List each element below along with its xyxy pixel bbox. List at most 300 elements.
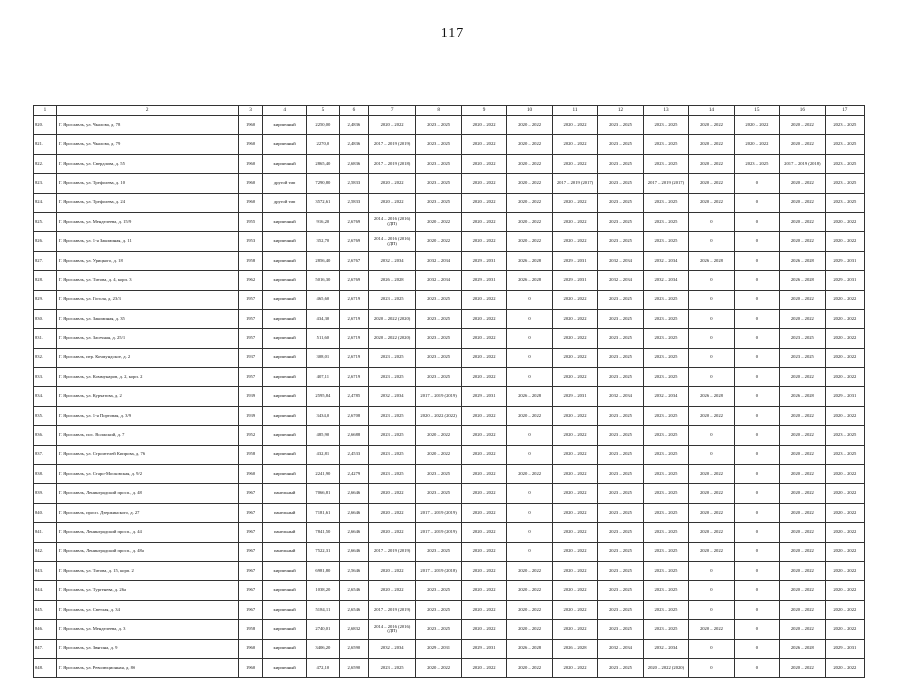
table-cell: 0 (689, 561, 734, 580)
table-cell: 2020 – 2022 (734, 116, 779, 135)
address-cell: Г. Ярославль, ул. Тургенева, д. 26а (56, 581, 238, 600)
table-cell: 0 (734, 329, 779, 348)
table-cell: 2026 – 2028 (689, 387, 734, 406)
table-cell: 2032 – 2034 (368, 639, 416, 658)
table-cell: 1955 (238, 212, 263, 231)
table-cell: 308,01 (306, 348, 339, 367)
table-cell: 2023 – 2025 (643, 581, 688, 600)
table-cell: 2017 – 2019 (2019) (368, 542, 416, 561)
table-cell: 2020 – 2022 (825, 348, 864, 367)
column-header: 8 (416, 106, 461, 116)
table-cell: 2023 – 2025 (825, 135, 864, 154)
table-cell: 2023 – 2025 (643, 116, 688, 135)
table-cell: кирпичный (263, 620, 306, 639)
table-cell: 0 (734, 658, 779, 677)
column-header: 14 (689, 106, 734, 116)
table-cell: 2020 – 2022 (689, 406, 734, 425)
table-cell: 2026 – 2028 (780, 639, 825, 658)
table-row (34, 406, 865, 425)
table-cell: 2020 – 2022 (368, 523, 416, 542)
table-cell: 2023 – 2025 (598, 620, 643, 639)
table-cell: 2020 – 2022 (552, 232, 597, 251)
table-cell: кирпичный (263, 271, 306, 290)
table-cell: 2032 – 2034 (368, 387, 416, 406)
address-cell: Г. Ярославль, ул. Титова, д. 15, корп. 2 (56, 561, 238, 580)
table-cell: 2023 – 2025 (598, 561, 643, 580)
table-cell: 2,6646 (339, 484, 368, 503)
table-cell: 2023 – 2025 (416, 348, 461, 367)
table-cell: 2020 – 2022 (780, 174, 825, 193)
table-cell: кирпичный (263, 639, 306, 658)
table-cell: 2020 – 2022 (780, 309, 825, 328)
row-number-cell: 842. (34, 542, 57, 561)
table-cell: 1939 (238, 406, 263, 425)
table-cell: 2023 – 2025 (416, 309, 461, 328)
table-cell: 2020 – 2022 (461, 116, 506, 135)
table-cell: 0 (734, 620, 779, 639)
table-cell: 2023 – 2025 (416, 581, 461, 600)
row-number-cell: 831. (34, 329, 57, 348)
table-cell: 2020 – 2022 (825, 561, 864, 580)
row-number-cell: 839. (34, 484, 57, 503)
table-cell: 0 (689, 426, 734, 445)
table-cell: 2017 – 2019 (2019) (416, 503, 461, 522)
table-row (34, 251, 865, 270)
table-cell: 2,5833 (339, 193, 368, 212)
table-cell: 0 (507, 290, 552, 309)
table-cell: 2023 – 2025 (598, 174, 643, 193)
table-cell: 2020 – 2022 (780, 426, 825, 445)
table-cell: 2017 – 2019 (2018) (780, 154, 825, 173)
table-cell: 2,4785 (339, 387, 368, 406)
table-cell: 2,6719 (339, 329, 368, 348)
table-cell: 1960 (238, 193, 263, 212)
table-cell: 2020 – 2022 (507, 135, 552, 154)
table-row (34, 212, 865, 231)
table-cell: 2023 – 2025 (416, 368, 461, 387)
table-cell: 0 (689, 639, 734, 658)
table-cell: 2020 – 2022 (507, 600, 552, 619)
table-cell: 2,6646 (339, 523, 368, 542)
table-cell: 2020 – 2022 (825, 368, 864, 387)
table-cell: 0 (689, 368, 734, 387)
table-cell: 2020 – 2022 (825, 329, 864, 348)
table-cell: 2029 – 2031 (461, 271, 506, 290)
table-cell: 2014 – 2016 (2016) (ДП) (368, 620, 416, 639)
table-cell: 2250,00 (306, 116, 339, 135)
table-cell: 0 (507, 368, 552, 387)
table-cell: 2020 – 2022 (552, 445, 597, 464)
table-cell: 2020 – 2022 (780, 193, 825, 212)
table-cell: 2740,01 (306, 620, 339, 639)
table-cell: 2023 – 2025 (598, 484, 643, 503)
table-cell: 0 (734, 368, 779, 387)
table-cell: 2020 – 2022 (552, 561, 597, 580)
table-cell: 2020 – 2022 (689, 484, 734, 503)
table-cell: 2023 – 2025 (825, 193, 864, 212)
table-cell: 2020 – 2022 (780, 620, 825, 639)
table-cell: 2023 – 2025 (643, 135, 688, 154)
table-cell: 0 (507, 542, 552, 561)
row-number-cell: 836. (34, 426, 57, 445)
capital-repair-schedule-table (33, 105, 865, 678)
row-number-cell: 848. (34, 658, 57, 677)
table-cell: 2029 – 2031 (416, 639, 461, 658)
table-cell: 2023 – 2025 (643, 329, 688, 348)
table-cell: 2020 – 2022 (461, 309, 506, 328)
table-cell: 2029 – 2031 (825, 271, 864, 290)
table-row (34, 387, 865, 406)
table-cell: 2595,84 (306, 387, 339, 406)
table-cell: 2,6769 (339, 271, 368, 290)
address-cell: Г. Ярославль, ул. Курчатова, д. 2 (56, 387, 238, 406)
table-cell: 0 (689, 658, 734, 677)
table-cell: 2,6646 (339, 542, 368, 561)
table-cell: кирпичный (263, 348, 306, 367)
table-cell: 2023 – 2025 (416, 542, 461, 561)
table-cell: 1953 (238, 232, 263, 251)
table-cell: 1960 (238, 658, 263, 677)
table-cell: 2020 – 2022 (552, 542, 597, 561)
table-cell: 2023 – 2025 (368, 368, 416, 387)
table-cell: 2023 – 2025 (780, 348, 825, 367)
address-cell: Г. Ярославль, ул. Революционная, д. 8б (56, 658, 238, 677)
table-cell: 2023 – 2025 (368, 445, 416, 464)
table-cell: кирпичный (263, 232, 306, 251)
column-header: 10 (507, 106, 552, 116)
table-cell: 2023 – 2025 (825, 154, 864, 173)
table-cell: 2020 – 2022 (689, 620, 734, 639)
table-cell: 2020 – 2022 (825, 212, 864, 231)
table-cell: 2,6646 (339, 503, 368, 522)
table-cell: кирпичный (263, 368, 306, 387)
table-cell: 2020 – 2022 (461, 658, 506, 677)
table-cell: 1960 (238, 465, 263, 484)
table-cell: 2020 – 2022 (416, 445, 461, 464)
table-cell: 2023 – 2025 (598, 503, 643, 522)
table-cell: 2020 – 2022 (825, 523, 864, 542)
table-cell: 2020 – 2022 (689, 135, 734, 154)
table-cell: 2020 – 2022 (552, 329, 597, 348)
table-cell: 2026 – 2028 (368, 271, 416, 290)
address-cell: Г. Ярославль, ул. Менделеева, д. 15/9 (56, 212, 238, 231)
table-cell: 0 (734, 309, 779, 328)
table-cell: 2023 – 2025 (643, 503, 688, 522)
table-cell: 2020 – 2022 (461, 232, 506, 251)
table-cell: 2023 – 2025 (598, 212, 643, 231)
table-row (34, 620, 865, 639)
table-cell: 0 (734, 581, 779, 600)
table-cell: 1939 (238, 387, 263, 406)
table-cell: 2,4279 (339, 465, 368, 484)
row-number-cell: 846. (34, 620, 57, 639)
table-cell: 0 (507, 503, 552, 522)
address-cell: Г. Ярославль, ул. Титова, д. 4, корп. 3 (56, 271, 238, 290)
table-cell: 2023 – 2025 (416, 174, 461, 193)
column-header: 4 (263, 106, 306, 116)
table-cell: 2020 – 2022 (507, 465, 552, 484)
table-cell: 2020 – 2022 (689, 542, 734, 561)
table-cell: 2020 – 2022 (825, 620, 864, 639)
table-cell: 2,6769 (339, 212, 368, 231)
table-cell: 2020 – 2022 (780, 465, 825, 484)
table-cell: 2023 – 2025 (598, 600, 643, 619)
table-cell: 2023 – 2025 (598, 406, 643, 425)
row-number-cell: 824. (34, 193, 57, 212)
table-cell: 0 (689, 271, 734, 290)
table-cell: 2,6546 (339, 600, 368, 619)
table-cell: 2,4836 (339, 135, 368, 154)
table-cell: 2023 – 2025 (643, 600, 688, 619)
table-cell: 2020 – 2022 (780, 232, 825, 251)
table-cell: 1958 (238, 620, 263, 639)
table-cell: 0 (689, 581, 734, 600)
table-cell: 2026 – 2028 (507, 251, 552, 270)
table-cell: 2020 – 2022 (780, 135, 825, 154)
table-cell: 0 (689, 445, 734, 464)
table-cell: 2029 – 2031 (825, 639, 864, 658)
table-cell: 2020 – 2022 (552, 116, 597, 135)
table-cell: 2020 – 2022 (461, 154, 506, 173)
table-row (34, 290, 865, 309)
table-cell: 2020 – 2022 (416, 658, 461, 677)
table-cell: кирпичный (263, 561, 306, 580)
table-cell: 2020 – 2022 (507, 212, 552, 231)
table-cell: 2029 – 2031 (825, 251, 864, 270)
table-cell: 2020 – 2022 (461, 348, 506, 367)
table-cell: 2020 – 2022 (552, 620, 597, 639)
table-cell: 2020 – 2022 (552, 581, 597, 600)
table-cell: 2020 – 2022 (825, 581, 864, 600)
table-cell: кирпичный (263, 581, 306, 600)
table-cell: 2026 – 2028 (780, 387, 825, 406)
table-cell: 2020 – 2022 (552, 465, 597, 484)
table-cell: 432,81 (306, 445, 339, 464)
table-cell: 1957 (238, 290, 263, 309)
row-number-cell: 838. (34, 465, 57, 484)
table-cell: 2020 – 2022 (507, 232, 552, 251)
table-cell: 1957 (238, 329, 263, 348)
table-cell: 2023 – 2025 (825, 174, 864, 193)
row-number-cell: 843. (34, 561, 57, 580)
table-cell: 2020 – 2022 (461, 561, 506, 580)
table-cell: 2,6719 (339, 309, 368, 328)
table-row (34, 174, 865, 193)
table-cell: 2,4533 (339, 445, 368, 464)
table-cell: 2020 – 2022 (368, 116, 416, 135)
table-cell: 0 (734, 639, 779, 658)
table-cell: 2023 – 2025 (598, 135, 643, 154)
table-cell: 2023 – 2025 (598, 523, 643, 542)
table-cell: 1960 (238, 154, 263, 173)
table-cell: 2023 – 2025 (643, 406, 688, 425)
table-cell: 2023 – 2025 (368, 658, 416, 677)
table-cell: 2020 – 2022 (507, 174, 552, 193)
table-cell: панельный (263, 503, 306, 522)
table-cell: 511,60 (306, 329, 339, 348)
row-number-cell: 847. (34, 639, 57, 658)
table-row (34, 581, 865, 600)
table-cell: другой тип (263, 174, 306, 193)
table-cell: 2,6688 (339, 426, 368, 445)
table-cell: 2020 – 2022 (780, 116, 825, 135)
table-cell: 2032 – 2034 (643, 251, 688, 270)
table-cell: 2023 – 2025 (825, 116, 864, 135)
table-cell: 1967 (238, 503, 263, 522)
table-cell: 2,6546 (339, 581, 368, 600)
table-cell: 2020 – 2022 (825, 484, 864, 503)
table-row (34, 561, 865, 580)
table-cell: 2241,90 (306, 465, 339, 484)
table-cell: 2023 – 2025 (643, 542, 688, 561)
table-cell: 2020 – 2022 (689, 465, 734, 484)
address-cell: Г. Ярославль, ул. Старо-Московская, д. 9/2 (56, 465, 238, 484)
address-cell: Г. Ярославль, ул. Звягина, д. 9 (56, 639, 238, 658)
table-cell: 2026 – 2028 (507, 639, 552, 658)
table-cell: 0 (734, 503, 779, 522)
table-cell: 2020 – 2022 (507, 658, 552, 677)
table-cell: 2020 – 2022 (552, 523, 597, 542)
address-cell: Г. Ярославль, Ленинградский просп., д. 48а (56, 542, 238, 561)
table-cell: 2020 – 2022 (689, 116, 734, 135)
table-row (34, 232, 865, 251)
table-cell: 2020 – 2022 (825, 290, 864, 309)
table-cell: панельный (263, 542, 306, 561)
table-cell: 2029 – 2031 (825, 387, 864, 406)
table-row (34, 329, 865, 348)
table-cell: 2020 – 2022 (368, 193, 416, 212)
table-cell: 5184,11 (306, 600, 339, 619)
column-header: 5 (306, 106, 339, 116)
table-cell: 2023 – 2025 (598, 348, 643, 367)
table-cell: 2020 – 2022 (461, 426, 506, 445)
table-cell: 2020 – 2022 (780, 290, 825, 309)
table-cell: 2017 – 2019 (2019) (416, 387, 461, 406)
table-cell: 2023 – 2025 (825, 445, 864, 464)
row-number-cell: 832. (34, 348, 57, 367)
table-cell: 2,6719 (339, 290, 368, 309)
table-cell: 0 (734, 290, 779, 309)
table-cell: 2,6836 (339, 154, 368, 173)
table-cell: 2023 – 2025 (598, 581, 643, 600)
table-cell: 2020 – 2022 (552, 484, 597, 503)
row-number-cell: 826. (34, 232, 57, 251)
table-row (34, 600, 865, 619)
table-cell: 0 (734, 523, 779, 542)
table-cell: 0 (734, 271, 779, 290)
table-cell: 2032 – 2034 (598, 387, 643, 406)
table-cell: 0 (689, 348, 734, 367)
table-row (34, 309, 865, 328)
table-cell: 2020 – 2022 (461, 620, 506, 639)
table-cell: 2020 – 2022 (2020) (368, 309, 416, 328)
table-cell: 7522,31 (306, 542, 339, 561)
table-cell: 2023 – 2025 (416, 290, 461, 309)
table-cell: 2023 – 2025 (368, 406, 416, 425)
table-cell: 1967 (238, 561, 263, 580)
table-cell: 2020 – 2022 (461, 445, 506, 464)
table-row (34, 193, 865, 212)
table-cell: 2020 – 2022 (2022) (416, 406, 461, 425)
table-cell: кирпичный (263, 309, 306, 328)
table-cell: 2023 – 2025 (416, 329, 461, 348)
table-cell: 3406,20 (306, 639, 339, 658)
table-cell: 2020 – 2022 (461, 581, 506, 600)
table-cell: 2020 – 2022 (780, 523, 825, 542)
table-cell: 2020 – 2022 (461, 542, 506, 561)
address-cell: Г. Ярославль, ул. Закоминая, д. 35 (56, 309, 238, 328)
table-cell: 2023 – 2025 (643, 212, 688, 231)
table-cell: 2020 – 2022 (825, 600, 864, 619)
table-cell: 2020 – 2022 (416, 212, 461, 231)
table-cell: 2023 – 2025 (416, 600, 461, 619)
table-cell: 2020 – 2022 (552, 368, 597, 387)
table-cell: 2020 – 2022 (780, 406, 825, 425)
table-cell: кирпичный (263, 426, 306, 445)
table-cell: 2020 – 2022 (507, 620, 552, 639)
table-cell: 2020 – 2022 (461, 135, 506, 154)
table-row (34, 542, 865, 561)
table-cell: 2023 – 2025 (643, 561, 688, 580)
table-cell: 2020 – 2022 (780, 658, 825, 677)
row-number-cell: 833. (34, 368, 57, 387)
table-cell: 2029 – 2031 (461, 387, 506, 406)
table-cell: 2020 – 2022 (780, 581, 825, 600)
table-cell: 916,20 (306, 212, 339, 231)
table-cell: 2026 – 2028 (780, 271, 825, 290)
table-cell: 2020 – 2022 (825, 406, 864, 425)
table-cell: 0 (734, 465, 779, 484)
table-row (34, 465, 865, 484)
table-cell: 2020 – 2022 (552, 406, 597, 425)
address-cell: Г. Ярославль, пер. Кочмундское, д. 2 (56, 348, 238, 367)
table-cell: 2023 – 2025 (598, 193, 643, 212)
table-cell: 2023 – 2025 (643, 348, 688, 367)
table-cell: кирпичный (263, 600, 306, 619)
table-cell: 2,6708 (339, 406, 368, 425)
row-number-cell: 829. (34, 290, 57, 309)
table-cell: 2017 – 2019 (2019) (416, 523, 461, 542)
table-row (34, 368, 865, 387)
table-row (34, 445, 865, 464)
table-cell: 7841,50 (306, 523, 339, 542)
table-cell: 2017 – 2019 (2019) (368, 135, 416, 154)
table-cell: 2020 – 2022 (461, 406, 506, 425)
table-cell: 2023 – 2025 (416, 465, 461, 484)
table-cell: 2017 – 2019 (2018) (416, 561, 461, 580)
table-cell: 2017 – 2019 (2018) (368, 154, 416, 173)
table-cell: 7181,61 (306, 503, 339, 522)
column-header: 13 (643, 106, 688, 116)
address-cell: Г. Ярославль, Ленинградский просп., д. 44 (56, 523, 238, 542)
table-cell: 2020 – 2022 (461, 193, 506, 212)
table-cell: 2023 – 2025 (643, 465, 688, 484)
table-cell: 2020 – 2022 (461, 368, 506, 387)
table-cell: 7290,80 (306, 174, 339, 193)
table-cell: 2020 – 2022 (368, 561, 416, 580)
table-cell: 2014 – 2016 (2016) (ДП) (368, 212, 416, 231)
row-number-cell: 845. (34, 600, 57, 619)
row-number-cell: 841. (34, 523, 57, 542)
address-cell: Г. Ярославль, ул. Трефолева, д. 10 (56, 174, 238, 193)
column-header: 12 (598, 106, 643, 116)
table-cell: 2020 – 2022 (689, 523, 734, 542)
address-cell: Г. Ярославль, ул. Строителей Кипрова, д. 76 (56, 445, 238, 464)
table-cell: кирпичный (263, 212, 306, 231)
table-cell: 2032 – 2034 (643, 271, 688, 290)
table-cell: 1958 (238, 251, 263, 270)
table-cell: панельный (263, 484, 306, 503)
